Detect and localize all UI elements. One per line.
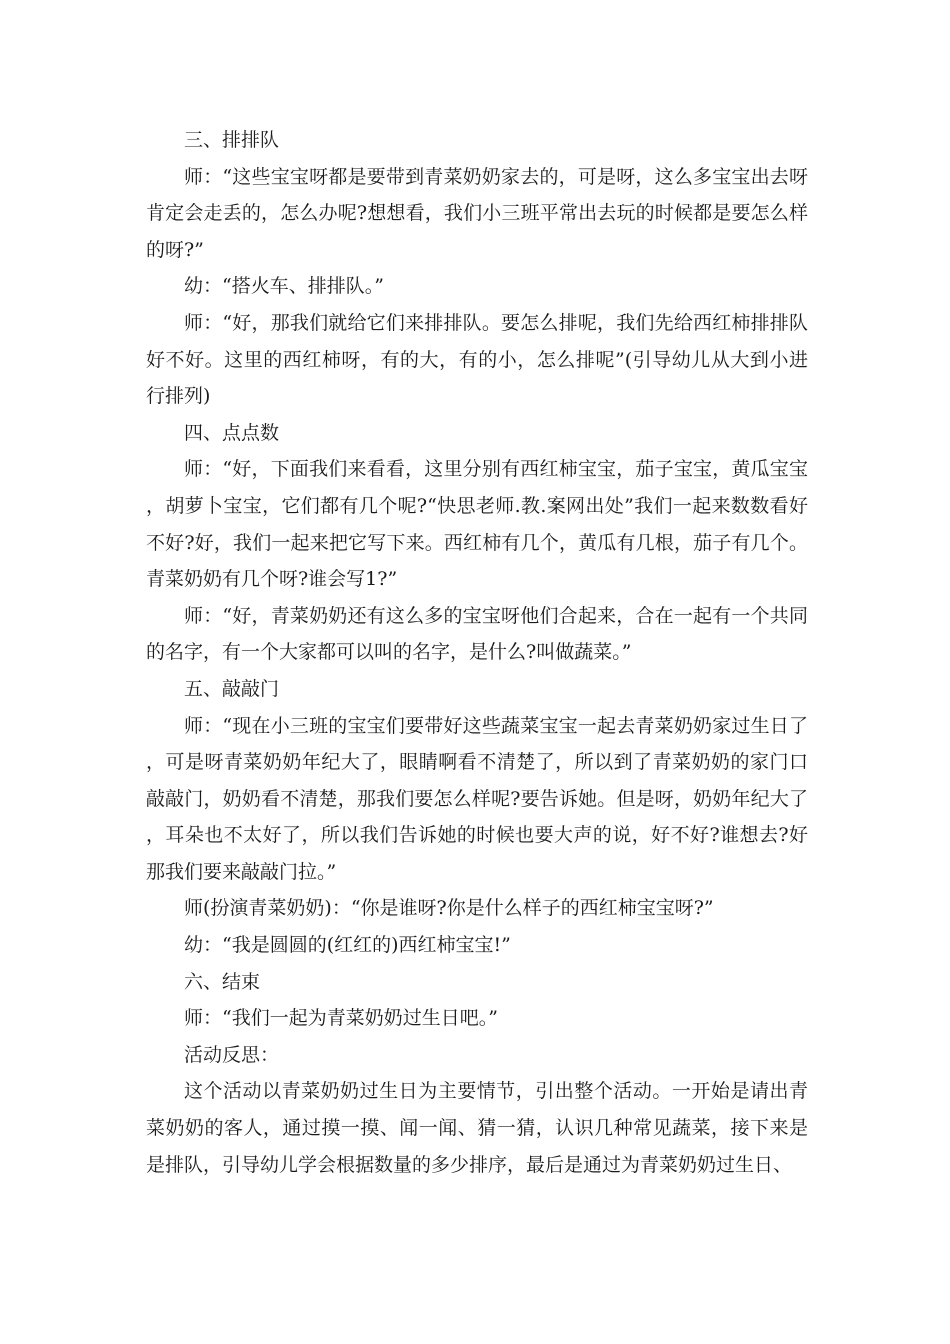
section-heading-end: 六、结束 bbox=[184, 970, 261, 993]
paragraph-child-train: 幼：“搭火车、排排队。” bbox=[184, 275, 384, 298]
paragraph-teacher-knock-door: 师：“现在小三班的宝宝们要带好这些蔬菜宝宝一起去青菜奶奶家过生日了，可是呀青菜奶奶年纪大了，眼睛啊看不清楚了，所以到了青菜奶奶的家门口敲敲门，奶奶看不清楚，那我们要怎么样呢?要告诉她。但是呀，奶奶年纪大了，耳朵也不太好了，所以我们告诉她的时候也要大声的说，好不好?谁想去?好那我们要来敲敲门拉。” bbox=[146, 714, 808, 883]
paragraph-teacher-sort-tomatoes: 师：“好，那我们就给它们来排排队。要怎么排呢，我们先给西红柿排排队好不好。这里的西红柿呀，有的大，有的小，怎么排呢”(引导幼儿从大到小进行排列) bbox=[146, 311, 808, 408]
paragraph-teacher-count-vegetables: 师：“好，下面我们来看看，这里分别有西红柿宝宝，茄子宝宝，黄瓜宝宝，胡萝卜宝宝，它们都有几个呢?“快思老师.教.案网出处”我们一起来数数看好不好?好，我们一起来把它写下来。西红柿有几个，黄瓜有几根，茄子有几个。青菜奶奶有几个呀?谁会写1?” bbox=[146, 458, 808, 591]
paragraph-teacher-vegetables-name: 师：“好，青菜奶奶还有这么多的宝宝呀他们合起来，合在一起有一个共同的名字，有一个大家都可以叫的名字，是什么?叫做蔬菜。” bbox=[146, 604, 808, 664]
paragraph-teacher-birthday: 师：“我们一起为青菜奶奶过生日吧。” bbox=[184, 1007, 498, 1030]
section-heading-count: 四、点点数 bbox=[184, 421, 280, 444]
paragraph-child-tomato: 幼：“我是圆圆的(红红的)西红柿宝宝!” bbox=[184, 934, 511, 957]
paragraph-teacher-lost-babies: 师：“这些宝宝呀都是要带到青菜奶奶家去的，可是呀，这么多宝宝出去呀肯定会走丢的，怎么办呢?想想看，我们小三班平常出去玩的时候都是要怎么样的呀?” bbox=[146, 165, 808, 261]
section-heading-knock: 五、敲敲门 bbox=[184, 677, 280, 700]
paragraph-reflection: 这个活动以青菜奶奶过生日为主要情节，引出整个活动。一开始是请出青菜奶奶的客人，通过摸一摸、闻一闻、猜一猜，认识几种常见蔬菜，接下来是是排队，引导幼儿学会根据数量的多少排序，最后是通过为青菜奶奶过生日、 bbox=[146, 1080, 808, 1176]
paragraph-teacher-role-play: 师(扮演青菜奶奶)：“你是谁呀?你是什么样子的西红柿宝宝呀?” bbox=[184, 897, 714, 920]
section-heading-line-up: 三、排排队 bbox=[184, 129, 280, 151]
section-heading-reflection: 活动反思： bbox=[184, 1043, 280, 1066]
document-body bbox=[146, 122, 808, 1183]
